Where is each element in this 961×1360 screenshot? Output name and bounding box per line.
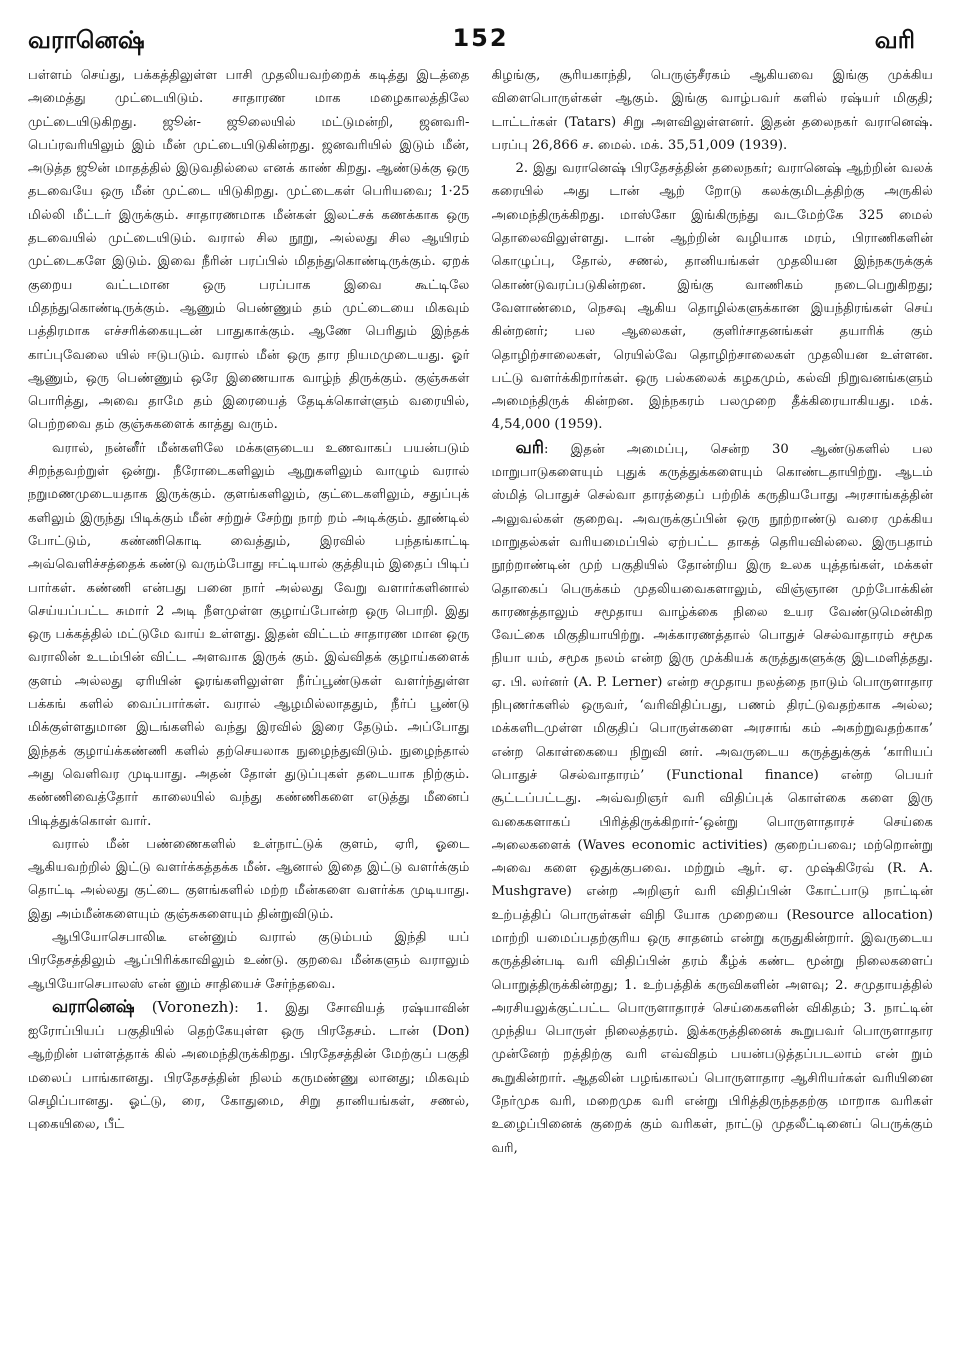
- entry-text: : இதன் அமைப்பு, சென்ற 30 ஆண்டுகளில் பல மாறுபாடுகளையும் புதுக் கருத்துக்களையும் கொண்டதாயிற்று. ஆடம் ஸ்மித் பொதுச் செல்வா தாரத்தைப் பற்றிக் கருதியபோது அரசாங்கத்தின் அலுவல்கள் குறைவு. அவருக்குப்பின் ஒரு நூற்றாண்டு வரை முக்கிய மாறுதல்கள் வரியமைப்பில் ஏற்பட்ட தாகத் தெரியவில்லை. இருபதாம் நூற்றாண்டின் முற் பகுதியில் தோன்றிய இரு உலக யுத்தங்கள், மக்கள் தொகைப் பெருக்கம் முதலியவைகளாலும், விஞ்ஞான முற்போக்கின் காரணத்தாலும் சமூதாய வாழ்க்கை நிலை உயர வேண்டுமென்கிற வேட்கை மிகுதியாயிற்று. அக்காரணத்தால் பொதுச் செல்வாதாரம் சமூக நியா யம், சமூக நலம் என்ற இரு முக்கியக் கருத்துகளுக்கு இடமளித்தது. ஏ. பி. லர்னர் (A. P. Lerner) என்ற சமுதாய நலத்தை நாடும் பொருளாதார நிபுணர்களில் ஒருவர், ‘வரிவிதிப்பது, பணம் திரட்டுவதற்காக அல்ல; மக்களிடமுள்ள மிகுதிப் பொருள்களை அரசாங் கம் அகற்றுவதற்காக’ என்ற கொள்கையை நிறுவி னர். அவருடைய கருத்துக்குக் ‘காரியப் பொதுச் செல்வாதாரம்’ (Functional finance) என்ற பெயர் சூட்டப்பட்டது. அவ்வறிஞர் வரி விதிப்புக் கொள்கை களை இரு வகைகளாகப் பிரித்திருக்கிறார்-‘ஒன்று பொருளாதாரச் செய்கை அலைகளைக் (Waves economic activities) குறைப்பவை; மற்றொன்று அவை களை ஒதுக்குபவை. மற்றும் ஆர். ஏ. முஷ்கிரேவ் (R. A. Mushgrave) என்ற அறிஞர் வரி விதிப்பின் கோட்பாடு நாட்டின் உற்பத்திப் பொருள்கள் விநி யோக முறையை (Resource allocation) மாற்றி யமைப்பதற்குரிய ஒரு சாதனம் என்று கருதுகின்றார். இவருடைய கருத்தின்படி வரி விதிப்பின் தரம் கீழ்க் கண்ட மூன்று நிலைகளைப் பொறுத்திருக்கின்றது; 1. உற்பத்திக் கருவிகளின் அளவு; 2. சமுதாயத்தில் அரசியலுக்குட்பட்ட பொருளாதாரச் செய்கைகளின் விகிதம்; 3. நாட்டின் முந்திய பொருள் நிலைத்தரம். இக்கருத்தினைக் கூறுபவர் பொருளாதார முன்னேற் றத்திற்கு வரி எவ்விதம் பயன்படுத்தப்படலாம் என் றும் கூறுகின்றார். ஆதலின் பழங்காலப் பொருளாதார ஆசிரியர்கள் வரியினை நேர்முக வரி, மறைமுக வரி என்று பிரித்திருந்ததற்கு மாறாக வரிகள் உழைப்பினைக் குறைக் கும் வரிகள், நாட்டு முதலீட்டினைப் பெருக்கும் வரி,: [491, 441, 933, 1156]
- entry-paragraph: [28, 996, 470, 1137]
- paragraph: பள்ளம் செய்து, பக்கத்திலுள்ள பாசி முதலியவற்றைக் கடித்து இடத்தை அமைத்து முட்டையிடும். சாதாரண மாக மழைகாலத்திலே முட்டையிடுகிறது. ஜூன்- ஜூலையில் மட்டுமன்றி, ஜனவரி-பெப்ரவரியிலும் இம் மீன் முட்டையிடுகின்றது. ஜனவரியில் இடும் மீன், அடுத்த ஜூன் மாதத்தில் இடுவதில்லை எனக் காண் கிறது. ஆண்டுக்கு ஒரு தடவையே ஒரு மீன் முட்டை யிடுகிறது. முட்டைகள் பெரியவை; 1·25 மில்லி மீட்டர் இருக்கும். சாதாரணமாக மீன்கள் இலட்சக் கணக்காக ஒரு தடவையில் முட்டையிடும். வரால் சில நூறு, அல்லது சில ஆயிரம் முட்டைகளே இடும். இவை நீரின் பரப்பில் மிதந்துகொண்டிருக்கும். ஏறக் குறைய வட்டமான ஒரு பரப்பாக இவை கூட்டிலே மிதந்துகொண்டிருக்கும். ஆணும் பெண்ணும் தம் முட்டையை மிகவும் பத்திரமாக எச்சரிக்கையுடன் பாதுகாக்கும். ஆணே பெரிதும் இந்தக் காப்புவேலை யில் ஈடுபடும். வரால் மீன் ஒரு தார நியமமுடையது. ஓர் ஆணும், ஒரு பெண்ணும் ஒரே இணையாக வாழ்ந் திருக்கும். குஞ்சுகள் பொரித்து, அவை தாமே தம் இரையைத் தேடிக்கொள்ளும் வரையில், பெற்றவை தம் குஞ்சுகளைக் காத்து வரும்.: [28, 68, 470, 433]
- page-number: 152: [452, 24, 509, 52]
- entry-headword: வரி: [515, 437, 545, 458]
- paragraph: 2. இது வரானெஷ் பிரதேசத்தின் தலைநகர்; வரானெஷ் ஆற்றின் வலக் கரையில் அது டான் ஆற் றோடு கலக்குமிடத்திற்கு அருகில் அமைந்திருக்கிறது. மாஸ்கோ இங்கிருந்து வடமேற்கே 325 மைல் தொலைவிலுள்ளது. டான் ஆற்றின் வழியாக மரம், பிராணிகளின் கொழுப்பு, தோல், சணல், தானியங்கள் முதலியன இந்நகருக்குக் கொண்டுவரப்படுகின்றன. இங்கு வாணிகம் நடைபெறுகிறது; வேளாண்மை, நெசவு ஆகிய தொழில்களுக்கான இயந்திரங்கள் செய் கின்றனர்; பல ஆலைகள், குளிர்சாதனங்கள் தயாரிக் கும் தொழிற்சாலைகள், ரெயில்வே தொழிற்சாலைகள் முதலியன உள்ளன. பட்டு வளர்க்கிறார்கள். ஒரு பல்கலைக் கழகமும், கல்வி நிறுவனங்களும் அமைந்திருக் கின்றன. இந்நகரம் பலமுறை தீக்கிரையாகியது. மக். 4,54,000 (1959).: [491, 161, 933, 433]
- paragraph: ஆபியோசெபாலிடீ என்னும் வரால் குடும்பம் இந்தி யப் பிரதேசத்திலும் ஆப்பிரிக்காவிலும் உண்டு. குறவை மீன்களும் வராலும் ஆபியோசெபாலஸ் என் னும் சாதியைச் சேர்ந்தவை.: [28, 929, 470, 992]
- page-header: [28, 18, 933, 64]
- text-columns: [28, 64, 933, 1348]
- right-column: [492, 64, 934, 1348]
- running-head-right: வரி: [874, 26, 915, 54]
- left-column: [28, 64, 470, 1348]
- paragraph: கிழங்கு, சூரியகாந்தி, பெருஞ்சீரகம் ஆகியவை இங்கு முக்கிய விளைபொருள்கள் ஆகும். இங்கு வாழ்பவர் களில் ரஷ்யர் மிகுதி; டாட்டர்கள் (Tatars) சிறு அளவிலுள்ளனர். இதன் தலைநகர் வரானெஷ். பரப்பு 26,866 ச. மைல். மக். 35,51,009 (1939).: [491, 68, 933, 153]
- paragraph: வரால், நன்னீர் மீன்களிலே மக்களுடைய உணவாகப் பயன்படும் சிறந்தவற்றுள் ஒன்று. நீரோடைகளிலும் ஆறுகளிலும் வாழும் வரால் நறுமணமுடையதாக இருக்கும். குளங்களிலும், குட்டைகளிலும், சதுப்புக் களிலும் இருந்து பிடிக்கும் மீன் சற்றுச் சேற்று நாற் றம் அடிக்கும். தூண்டில் போட்டும், கண்ணிகொடி வைத்தும், இரவில் பந்தங்காட்டி அவ்வெளிச்சத்தைக் கண்டு வரும்போது ஈட்டியால் குத்தியும் இதைப் பிடிப் பார்கள். கண்ணி என்பது பனை நார் அல்லது வேறு வளார்களினால் செய்யப்பட்ட சுமார் 2 அடி நீளமுள்ள குழாய்போன்ற ஒரு பொறி. இது ஒரு பக்கத்தில் மட்டுமே வாய் உள்ளது. இதன் விட்டம் சாதாரண மான ஒரு வராலின் உடம்பின் விட்ட அளவாக இருக் கும். இவ்விதக் குழாய்களைக் குளம் அல்லது ஏரியின் ஓரங்களிலுள்ள நீர்ப்பூண்டுகள் வளர்ந்துள்ள பக்கங் களில் வைப்பார்கள். வரால் ஆழமில்லாததும், நீர்ப் பூண்டு மிக்குள்ளதுமான இடங்களில் வந்து இரவில் இரை தேடும். அப்போது இந்தக் குழாய்க்கண்ணி களில் தற்செயலாக நுழைந்துவிடும். நுழைந்தால் அது வெளிவர முடியாது. அதன் தோள் துடுப்புகள் தடையாக நிற்கும். கண்ணிவைத்தோர் காலையில் வந்து கண்ணிகளை எடுத்து மீனைப் பிடித்துக்கொள் வார்.: [28, 440, 470, 829]
- entry-paragraph: [492, 437, 934, 1160]
- entry-english-name: (Voronezh): [151, 997, 235, 1016]
- paragraph: வரால் மீன் பண்ணைகளில் உள்நாட்டுக் குளம், ஏரி, ஓடை ஆகியவற்றில் இட்டு வளர்க்கத்தக்க மீன். ஆனால் இதை இட்டு வளர்க்கும் தொட்டி அல்லது குட்டை குளங்களில் மற்ற மீன்களை வளர்க்க முடியாது. இது அம்மீன்களையும் குஞ்சுகளையும் தின்றுவிடும்.: [28, 836, 470, 922]
- entry-headword: வரானெஷ்: [52, 996, 135, 1017]
- running-head-left: வரானெஷ்: [28, 26, 145, 54]
- entry-text: : 1. இது சோவியத் ரஷ்யாவின் ஐரோப்பியப் பகுதியில் தெற்கேயுள்ள ஒரு பிரதேசம். டான் (Don) ஆற்றின் பள்ளத்தாக் கில் அமைந்திருக்கிறது. பிரதேசத்தின் மேற்குப் பகுதி மலைப் பாங்கானது. பிரதேசத்தின் நிலம் கருமண்ணு லானது; மிகவும் செழிப்பானது. ஓட்டு, ரை, கோதுமை, சிறு தானியங்கள், சணல், புகையிலை, பீட்: [28, 1000, 470, 1133]
